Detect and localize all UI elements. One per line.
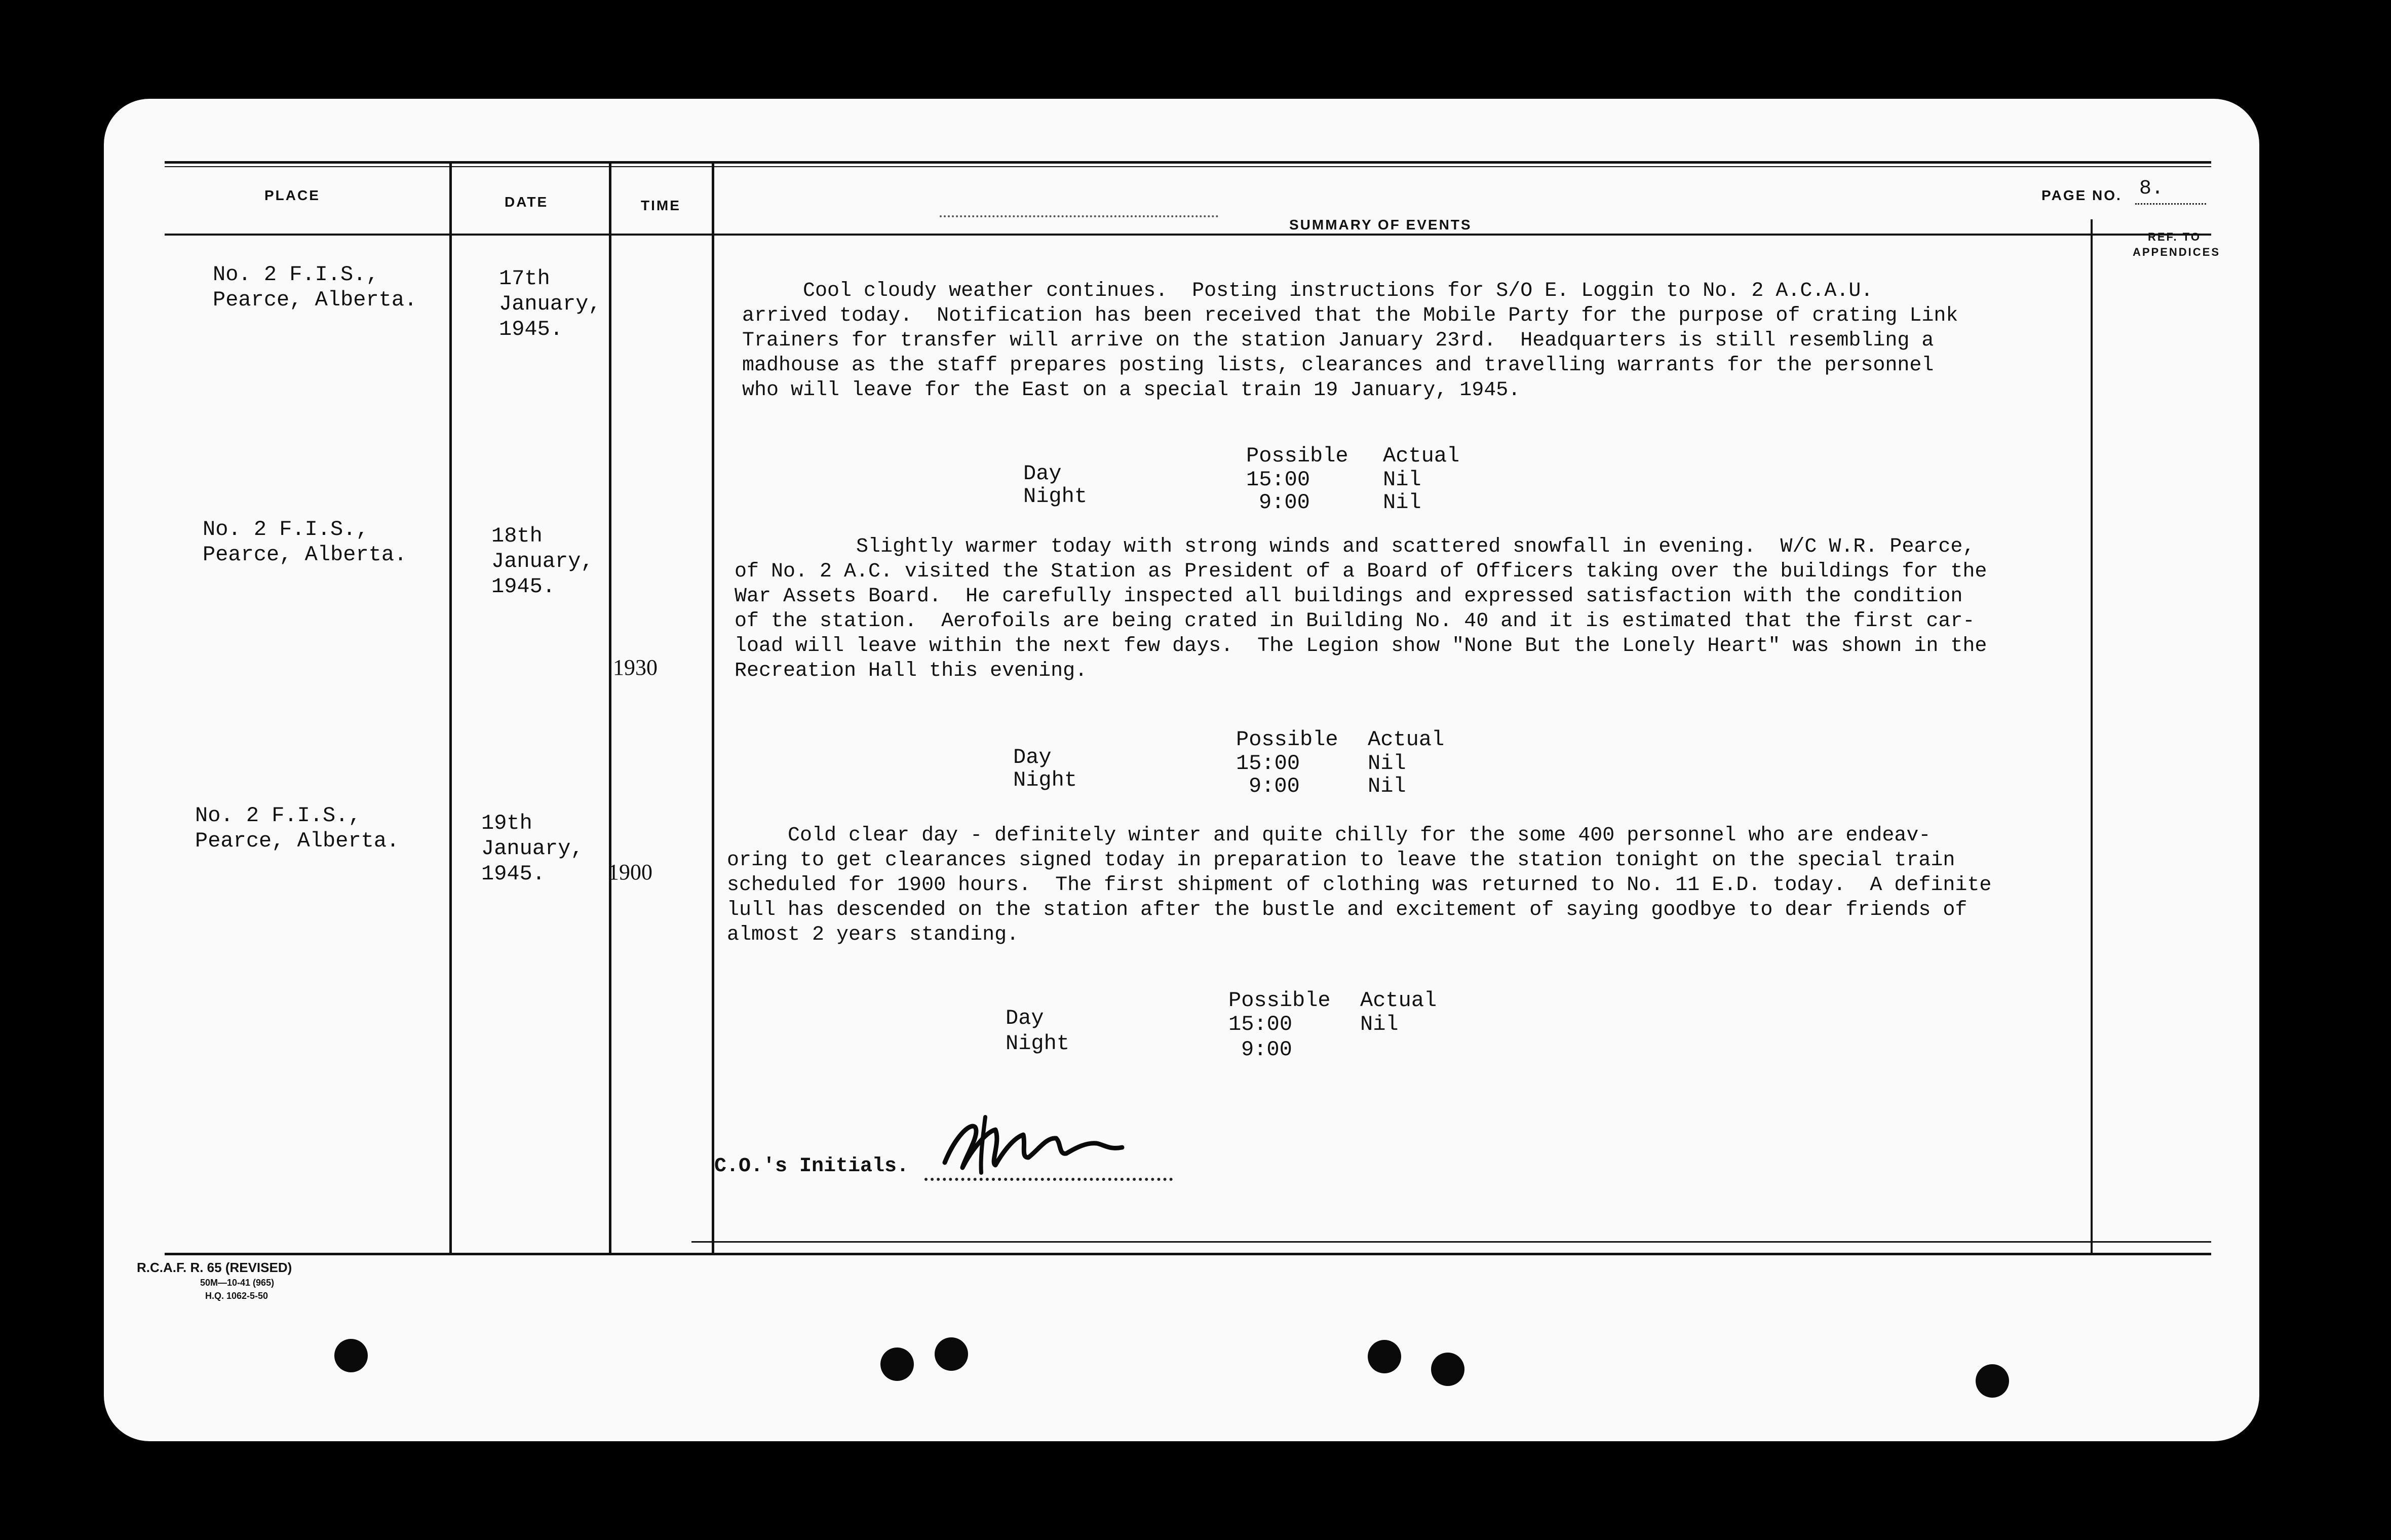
- page-no-label: PAGE NO.: [2041, 187, 2122, 203]
- day-actual: Nil: [1368, 751, 1406, 776]
- entry-date-line2: January,: [491, 549, 594, 573]
- top-rule: [165, 161, 2211, 164]
- entry-place-line2: Pearce, Alberta.: [195, 829, 400, 853]
- ref-header: REF. TO: [2148, 230, 2201, 243]
- day-actual: Nil: [1383, 468, 1421, 492]
- summary-line: scheduled for 1900 hours. The first shipment of clothing was returned to No. 11 E.D. today. A definite: [727, 874, 1992, 897]
- entry-date-line3: 1945.: [481, 862, 546, 886]
- ref-column-divider: [2091, 219, 2093, 1255]
- summary-line: Trainers for transfer will arrive on the station January 23rd. Headquarters is still resembling a: [742, 329, 1934, 352]
- bottom-rule: [165, 1253, 2211, 1255]
- co-initials-dotted-line: [924, 1178, 1173, 1181]
- entry-date-line3: 1945.: [499, 317, 563, 341]
- appendices-header: APPENDICES: [2133, 246, 2221, 258]
- co-initials-label: C.O.'s Initials.: [714, 1155, 909, 1178]
- punch-hole: [1431, 1353, 1464, 1386]
- summary-line: Slightly warmer today with strong winds and scattered snowfall in evening. W/C W.R. Pearce,: [735, 535, 1975, 558]
- page-no-underline: [2135, 203, 2206, 205]
- entry-place-line1: No. 2 F.I.S.,: [195, 803, 361, 828]
- summary-line: Recreation Hall this evening.: [735, 660, 1088, 682]
- summary-line: almost 2 years standing.: [727, 923, 1019, 946]
- entry-summary: [735, 534, 1987, 683]
- summary-line: Cool cloudy weather continues. Posting instructions for S/O E. Loggin to No. 2 A.C.A.U.: [742, 280, 1873, 302]
- day-label: Day: [1013, 745, 1052, 769]
- time-header: TIME: [641, 198, 681, 213]
- summary-line: oring to get clearances signed today in preparation to leave the station tonight on the special train: [727, 849, 1955, 872]
- day-possible: 15:00: [1228, 1012, 1293, 1036]
- date-column-divider: [609, 162, 611, 1255]
- summary-line: of the station. Aerofoils are being crated in Building No. 40 and it is estimated that the first car-: [735, 610, 1975, 633]
- actual-label: Actual: [1360, 988, 1437, 1013]
- possible-label: Possible: [1236, 727, 1338, 752]
- form-code1: 50M—10-41 (965): [200, 1278, 275, 1288]
- place-column-divider: [449, 162, 452, 1255]
- entry-date-line1: 18th: [491, 524, 543, 548]
- entry-place-line2: Pearce, Alberta.: [203, 543, 407, 567]
- night-possible: 9:00: [1249, 774, 1300, 798]
- punch-hole: [880, 1348, 914, 1381]
- header-dotted-leader: [940, 215, 1218, 217]
- page-no-value: 8.: [2139, 177, 2164, 200]
- summary-line: who will leave for the East on a special train 19 January, 1945.: [742, 379, 1521, 402]
- day-label: Day: [1006, 1006, 1044, 1030]
- top-rule-thin: [165, 166, 2211, 167]
- night-possible: 9:00: [1259, 490, 1310, 515]
- night-actual: Nil: [1383, 490, 1421, 515]
- time-column-divider: [712, 162, 714, 1255]
- summary-line: War Assets Board. He carefully inspected all buildings and expressed satisfaction with the condition: [735, 585, 1963, 608]
- form-name: R.C.A.F. R. 65 (REVISED): [137, 1260, 292, 1275]
- summary-line: of No. 2 A.C. visited the Station as President of a Board of Officers taking over the buildings for the: [735, 560, 1987, 583]
- summary-bottom-rule: [691, 1241, 2211, 1243]
- night-label: Night: [1023, 484, 1088, 509]
- entry-date-line2: January,: [499, 292, 601, 316]
- possible-label: Possible: [1246, 444, 1348, 468]
- header-rule: [165, 234, 2211, 236]
- summary-line: arrived today. Notification has been received that the Mobile Party for the purpose of crating Link: [742, 304, 1958, 327]
- summary-line: load will leave within the next few days. The Legion show "None But the Lonely Heart" was shown in the: [735, 635, 1987, 658]
- place-header: PLACE: [264, 187, 320, 203]
- punch-hole: [1976, 1364, 2009, 1398]
- night-possible: 9:00: [1241, 1037, 1292, 1062]
- night-actual: Nil: [1368, 774, 1406, 798]
- co-signature: [935, 1107, 1147, 1178]
- entry-time: 1930: [613, 655, 658, 680]
- entry-date-line3: 1945.: [491, 574, 556, 599]
- entry-summary: [727, 823, 1991, 947]
- date-header: DATE: [505, 194, 549, 210]
- entry-summary: [742, 279, 1958, 403]
- entry-date-line2: January,: [481, 836, 584, 861]
- punch-hole: [334, 1339, 368, 1372]
- possible-label: Possible: [1228, 988, 1331, 1013]
- entry-time: 1900: [608, 860, 652, 884]
- entry-place-line1: No. 2 F.I.S.,: [213, 262, 379, 287]
- punch-hole: [935, 1337, 968, 1371]
- day-label: Day: [1023, 461, 1062, 486]
- entry-date-line1: 17th: [499, 266, 550, 291]
- actual-label: Actual: [1383, 444, 1460, 468]
- entry-place-line2: Pearce, Alberta.: [213, 288, 417, 312]
- day-actual: Nil: [1360, 1012, 1399, 1036]
- entry-place-line1: No. 2 F.I.S.,: [203, 517, 369, 542]
- summary-header: SUMMARY OF EVENTS: [1289, 217, 1472, 233]
- actual-label: Actual: [1368, 727, 1445, 752]
- day-possible: 15:00: [1236, 751, 1300, 776]
- summary-line: lull has descended on the station after the bustle and excitement of saying goodbye to dear friends of: [727, 899, 1968, 921]
- entry-date-line1: 19th: [481, 811, 532, 835]
- punch-hole: [1368, 1340, 1401, 1373]
- night-label: Night: [1006, 1031, 1070, 1056]
- day-possible: 15:00: [1246, 468, 1310, 492]
- diary-form-card: [104, 99, 2259, 1441]
- night-label: Night: [1013, 768, 1077, 792]
- summary-line: madhouse as the staff prepares posting lists, clearances and travelling warrants for the personnel: [742, 354, 1934, 377]
- summary-line: Cold clear day - definitely winter and quite chilly for the some 400 personnel who are endeav-: [727, 824, 1931, 847]
- form-code2: H.Q. 1062-5-50: [205, 1291, 268, 1301]
